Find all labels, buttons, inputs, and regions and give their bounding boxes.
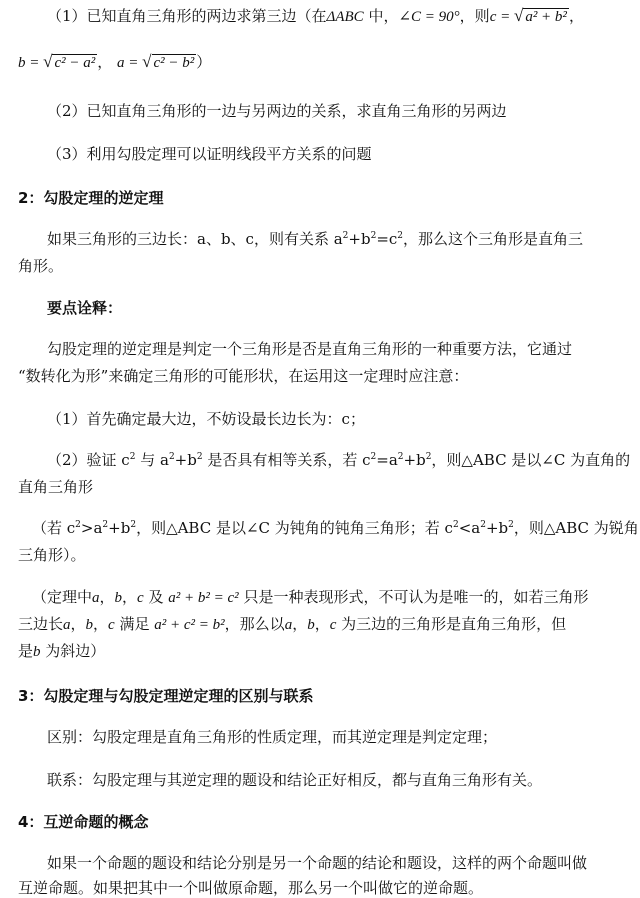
- section-3-heading: 3：勾股定理与勾股定理逆定理的区别与联系: [18, 687, 314, 705]
- inverse-proposition-line-1: 如果一个命题的题设和结论分别是另一个命题的结论和题设，这样的两个命题叫做: [47, 854, 588, 872]
- item-3: （3）利用勾股定理可以证明线段平方关系的问题: [47, 145, 372, 163]
- difference-line: 区别：勾股定理是直角三角形的性质定理，而其逆定理是判定定理；: [47, 728, 498, 746]
- section-4-heading: 4：互逆命题的概念: [18, 813, 149, 831]
- item-1-line-2: b = √ c² − a² ， a = √ c² − b² ）: [18, 52, 212, 71]
- remark-line-1: （定理中a，b，c 及 a² + b² = c² 只是一种表现形式，不可认为是唯一的，如若三角形: [32, 588, 589, 606]
- inverse-proposition-line-2: 互逆命题。如果把其中一个叫做原命题，那么另一个叫做它的逆命题。: [18, 879, 484, 897]
- remark-line-3: 是b 为斜边）: [18, 642, 106, 660]
- step-2-line-1: （2）验证 $c^2$ 与 $a^2+b^2$ 是否具有相等关系，若 $c^2=a^2+b^2$，则△ABC 是以∠C 为直角的: [47, 451, 631, 469]
- sqrt-a2-b2: √ a² + b²: [513, 6, 567, 25]
- item-2: （2）已知直角三角形的一边与另两边的关系，求直角三角形的另两边: [47, 102, 507, 120]
- item-1-line-1: （1）已知直角三角形的两边求第三边（在ΔABC 中，∠C = 90°，则c = √ a² + b² ，: [47, 6, 584, 25]
- sqrt-c2-a2: √ c² − a²: [43, 52, 96, 71]
- note-line-1: （若 $c^2>a^2+b^2$，则△ABC 是以∠C 为钝角的钝角三角形；若 $c^2<a^2+b^2$，则△ABC 为锐角: [32, 519, 639, 537]
- step-1: （1）首先确定最大边，不妨设最长边长为：c；: [47, 410, 365, 428]
- key-points-para-line-1: 勾股定理的逆定理是判定一个三角形是否是直角三角形的一种重要方法，它通过: [47, 340, 573, 358]
- step-2-line-2: 直角三角形: [18, 478, 94, 496]
- key-points-label: 要点诠释：: [47, 299, 123, 317]
- converse-definition-line-2: 角形。: [18, 257, 64, 275]
- remark-line-2: 三边长a，b，c 满足 a² + c² = b²，那么以a，b，c 为三边的三角形是直角三角形，但: [18, 615, 567, 633]
- section-2-heading: 2：勾股定理的逆定理: [18, 189, 164, 207]
- key-points-para-line-2: “数转化为形”来确定三角形的可能形状，在运用这一定理时应注意：: [18, 367, 469, 385]
- connection-line: 联系：勾股定理与其逆定理的题设和结论正好相反，都与直角三角形有关。: [47, 771, 543, 789]
- converse-definition-line-1: 如果三角形的三边长：a、b、c，则有关系 $a^2+b^2=c^2$，那么这个三角形是直角三: [47, 230, 584, 248]
- sqrt-c2-b2: √ c² − b²: [142, 52, 195, 71]
- note-line-2: 三角形）。: [18, 546, 86, 564]
